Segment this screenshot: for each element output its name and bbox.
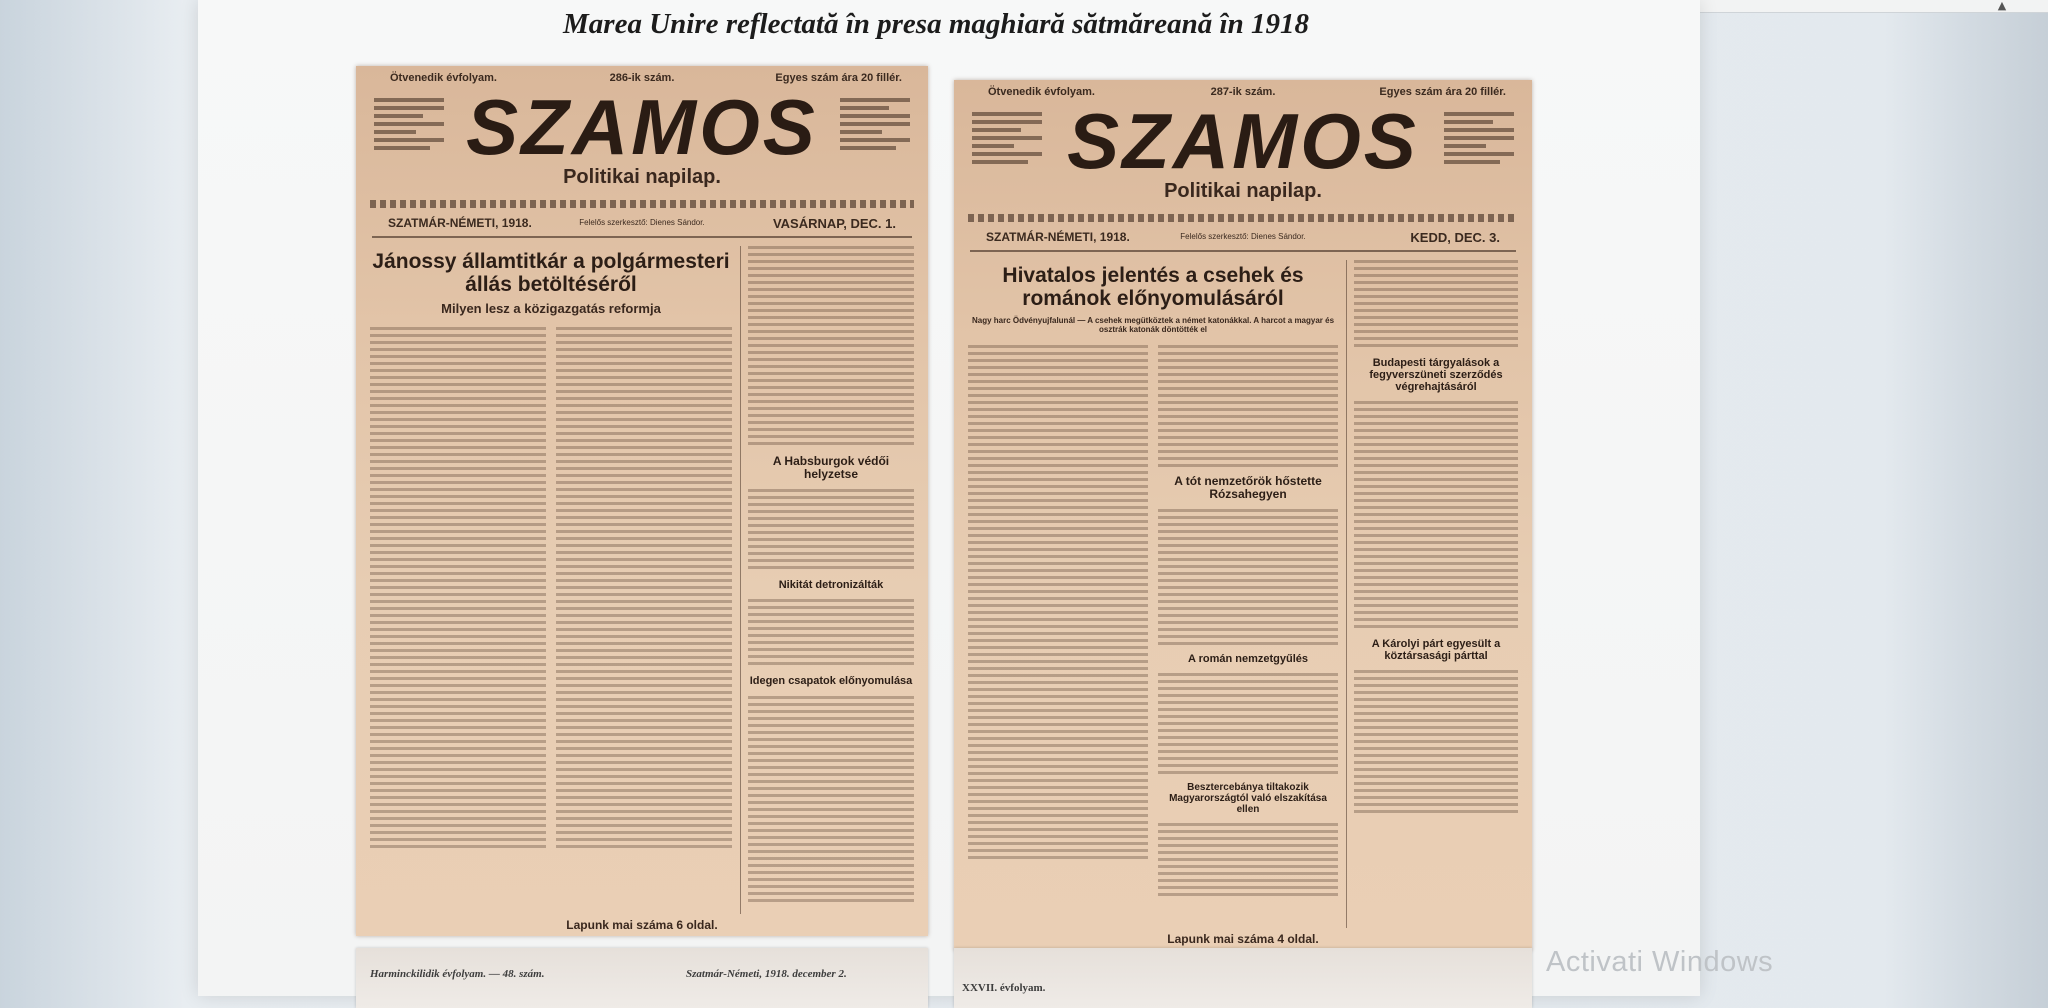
page-title: Marea Unire reflectată în presa maghiară sătmăreană în 1918: [563, 8, 1309, 40]
article-column-side: [1354, 260, 1518, 928]
newspaper-page-bottom-right: [954, 948, 1532, 1008]
editor-credit: Felelős szerkesztő: Dienes Sándor.: [579, 218, 705, 227]
article-column-main: [370, 246, 732, 914]
issue-date: KEDD, DEC. 3.: [1410, 230, 1500, 245]
issue-number: 286-ik szám.: [609, 72, 675, 84]
article-headline: A Károlyi párt egyesült a köztársasági párttal: [1371, 638, 1501, 663]
price-label: Egyes szám ára 20 fillér.: [775, 72, 902, 84]
volume-label: XXVII. évfolyam.: [962, 982, 1046, 994]
masthead: SZAMOS: [466, 83, 818, 171]
page-count-note: Lapunk mai száma 4 oldal.: [1167, 932, 1319, 946]
city-year: SZATMÁR-NÉMETI, 1918.: [388, 216, 532, 230]
scroll-up-arrow-icon[interactable]: ▲: [1997, 0, 2007, 12]
ornament-divider: [370, 200, 914, 208]
article-text: [1158, 673, 1338, 774]
newspaper-page-right: [954, 80, 1532, 950]
article-text: [1354, 401, 1518, 628]
article-text: [748, 489, 914, 569]
page-count-note: Lapunk mai száma 6 oldal.: [566, 918, 718, 932]
article-text: [1158, 509, 1338, 645]
article-column-main: [968, 260, 1338, 928]
price-label: Egyes szám ára 20 fillér.: [1379, 86, 1506, 98]
article-headline: Nikitát detronizálták: [778, 579, 884, 592]
article-text: [370, 327, 546, 852]
column-rule: [740, 246, 741, 914]
article-headline: Jánossy államtitkár a polgármesteri állás betöltéséről: [372, 250, 730, 297]
ornament-divider: [968, 214, 1518, 222]
issue-date: Szatmár-Németi, 1918. december 2.: [686, 968, 847, 980]
masthead-subtitle: Politikai napilap.: [563, 166, 721, 188]
windows-activation-watermark: Activati Windows: [1546, 946, 1774, 978]
article-headline: Besztercebánya tiltakozik Magyarországtól való elszakítása ellen: [1169, 782, 1327, 816]
issue-date: VASÁRNAP, DEC. 1.: [772, 216, 896, 231]
volume-label: Ötvenedik évfolyam.: [988, 86, 1095, 98]
masthead-subtitle: Politikai napilap.: [1164, 180, 1322, 202]
masthead: SZAMOS: [1067, 97, 1419, 185]
article-text: [1158, 345, 1338, 467]
article-text: [556, 327, 732, 852]
issue-number: 287-ik szám.: [1210, 86, 1276, 98]
editor-credit: Felelős szerkesztő: Dienes Sándor.: [1180, 232, 1306, 241]
article-text: [748, 696, 914, 902]
article-text: [748, 599, 914, 665]
article-text: [968, 345, 1148, 900]
volume-label: Harminckilidik évfolyam. — 48. szám.: [370, 968, 545, 980]
newspaper-page-bottom-left: [356, 948, 928, 1008]
volume-label: Ötvenedik évfolyam.: [390, 72, 497, 84]
article-headline: A Habsburgok védői helyzetse: [772, 454, 890, 482]
article-headline: A román nemzetgyűlés: [1187, 652, 1308, 665]
article-headline: Budapesti tárgyalások a fegyverszüneti szerződés végrehajtásáról: [1369, 357, 1503, 394]
article-headline: Hivatalos jelentés a csehek és románok előnyomulásáról: [1002, 264, 1304, 311]
article-headline: Idegen csapatok előnyomulása: [749, 675, 913, 688]
article-subheadline: Nagy harc Ödvényujfalunál — A csehek megütköztek a német katonákkal. A harcot a magyar és osztrák katonák döntötték el: [971, 316, 1335, 335]
article-text: [1354, 670, 1518, 813]
article-column-side: [748, 246, 914, 914]
column-rule: [1346, 260, 1347, 928]
article-text: [748, 246, 914, 445]
newspaper-page-left: [356, 66, 928, 936]
article-headline: A tót nemzetőrök hőstette Rózsahegyen: [1174, 473, 1322, 501]
article-text: [1158, 823, 1338, 896]
article-text: [1354, 260, 1518, 347]
city-year: SZATMÁR-NÉMETI, 1918.: [986, 230, 1130, 244]
article-subheadline: Milyen lesz a közigazgatás reformja: [441, 301, 661, 317]
